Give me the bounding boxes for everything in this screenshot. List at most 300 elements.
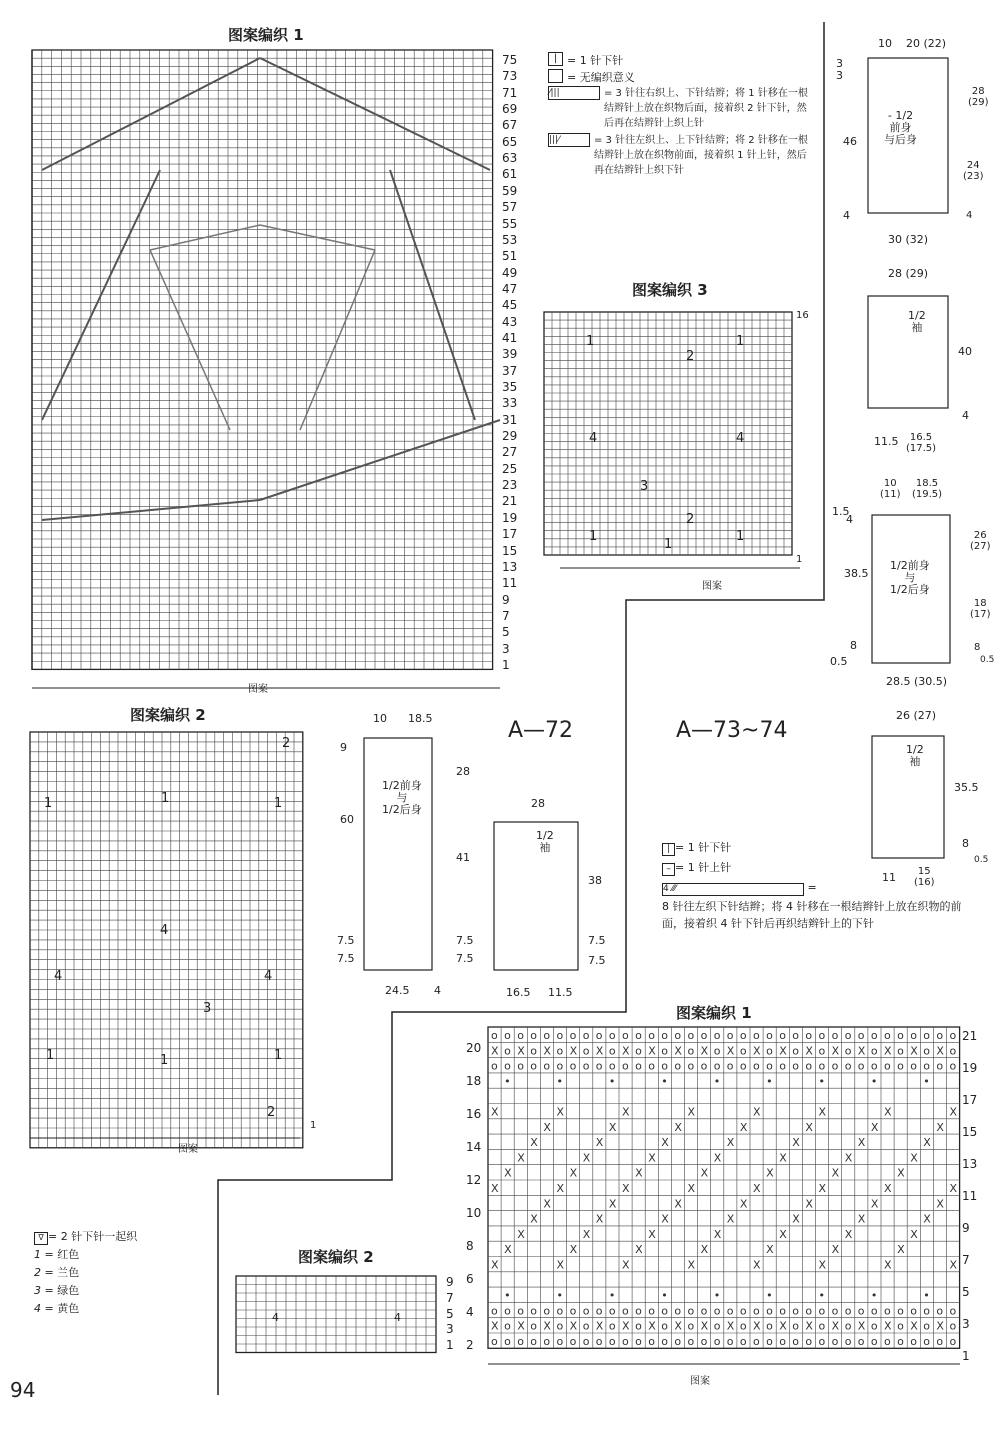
chart1b-cell-symbol: o [792, 1304, 800, 1318]
chart1b-cell-symbol: o [504, 1059, 511, 1073]
chart1b-cell-symbol: X [949, 1105, 958, 1119]
left-cable-icon: |||⁄ [548, 133, 590, 147]
a73-dim: 28 (29) [968, 86, 989, 108]
chart1b-cell-symbol: X [857, 1044, 866, 1058]
chart1b-row-label: 16 [466, 1107, 482, 1121]
chart1b-cell-symbol: o [870, 1029, 878, 1042]
chart1b-cell-symbol: X [936, 1120, 944, 1134]
chart1b-cell-symbol: X [556, 1258, 565, 1272]
chart1b-cell-symbol: o [910, 1029, 917, 1042]
a72-dim: 28 [531, 797, 545, 810]
chart1b-cell-symbol: o [766, 1319, 773, 1333]
chart1b-cell-symbol: o [648, 1029, 655, 1042]
chart1b-row-label: 7 [962, 1253, 970, 1267]
chart1b-cell-symbol: o [543, 1029, 551, 1042]
chart1b-cell-symbol: o [582, 1304, 590, 1318]
a72-dim: 60 [340, 813, 354, 826]
chart2-symbol-label: 1 [274, 1048, 283, 1063]
chart1b-cell-symbol: X [582, 1151, 591, 1165]
chart1b-cell-symbol: X [661, 1136, 669, 1150]
chart1b-cell-symbol: o [608, 1304, 616, 1318]
chart1b-cell-symbol: o [753, 1304, 760, 1318]
chart1b-row-label: 12 [466, 1173, 482, 1187]
chart1b-cell-symbol: X [674, 1120, 682, 1134]
chart1b-cell-symbol: o [870, 1304, 878, 1318]
chart1b-cell-symbol: X [779, 1151, 787, 1165]
chart1b-cell-symbol: o [897, 1029, 904, 1042]
chart1b-cell-symbol: X [491, 1319, 499, 1333]
chart1b-cell-symbol: o [530, 1059, 538, 1073]
a72-dim: 38 [588, 874, 602, 887]
a72-dim: 10 [373, 712, 387, 725]
chart1-row-label: 57 [502, 200, 518, 215]
a73-dim: 11.5 [874, 435, 899, 448]
chart1b-cell-symbol: X [569, 1044, 578, 1058]
chart1b-cell-symbol: o [622, 1059, 629, 1073]
chart1-row-label: 49 [502, 265, 518, 280]
chart2b-row-label: 5 [446, 1306, 454, 1321]
chart1b-cell-symbol: o [687, 1319, 695, 1333]
chart1b-cell-symbol: o [504, 1304, 511, 1318]
chart1b-cell-symbol: o [818, 1029, 826, 1042]
a73-body1-label: - 1/2 前身 与后身 [884, 109, 917, 147]
a72-dim: 16.5 [506, 986, 531, 999]
chart1b-cell-symbol: o [582, 1335, 590, 1348]
chart1b-cell-symbol: X [831, 1166, 840, 1180]
chart1b-cell-symbol: o [648, 1304, 655, 1318]
chart3-symbol-label: 1 [736, 529, 745, 544]
chart1b-cell-symbol: X [648, 1044, 656, 1058]
chart1b-cell-symbol: X [857, 1136, 866, 1150]
legend2-item: = 黄色 [44, 1302, 80, 1315]
chart1b-cell-symbol: X [687, 1105, 696, 1119]
a72-sleeve-label: 1/2 袖 [536, 829, 554, 855]
chart1b-cell-symbol: X [805, 1044, 813, 1058]
chart1b-cell-symbol: o [792, 1319, 800, 1333]
chart1b-cell-symbol: X [700, 1166, 709, 1180]
a73-dim: 30 (32) [888, 233, 929, 246]
chart1b-cell-symbol: o [739, 1335, 747, 1348]
chart1-row-label: 33 [502, 396, 518, 411]
chart1b-cell-symbol: X [949, 1182, 958, 1195]
chart1b-cell-symbol: o [608, 1335, 616, 1348]
chart2-symbol-label: 2 [282, 736, 291, 751]
chart1b-cell-symbol: o [753, 1059, 760, 1073]
chart1b-cell-symbol: • [556, 1074, 563, 1088]
knit-stitch-icon: | [548, 52, 563, 66]
legend1-item: = 3 针往左织上、上下针结辫；将 2 针移在一根结辫针上放在织物前面，接着织 1 针上针，然后再在结辫针上织下针 [594, 135, 808, 176]
chart1b-cell-symbol: o [674, 1059, 682, 1073]
chart1b-cell-symbol: o [831, 1335, 839, 1348]
a72-dim: 7.5 [456, 952, 474, 965]
chart2-symbol-label: 1 [274, 796, 283, 811]
chart1b-cell-symbol: o [700, 1029, 708, 1042]
chart1b-cell-symbol: o [897, 1335, 904, 1348]
chart1b-cell-symbol: X [635, 1243, 643, 1257]
chart1b-cell-symbol: X [491, 1182, 499, 1195]
a72-code: A—72 [508, 718, 574, 743]
chart1b-cell-symbol: o [595, 1335, 603, 1348]
chart1b-cell-symbol: o [870, 1319, 878, 1333]
legend2-item: = 兰色 [44, 1266, 80, 1279]
chart1b-cell-symbol: X [739, 1120, 748, 1134]
knit-stitch-icon: | [662, 843, 675, 856]
chart1b-cell-symbol: X [753, 1182, 761, 1195]
chart1b-cell-symbol: X [517, 1044, 525, 1058]
chart1b-cell-symbol: o [949, 1029, 957, 1042]
chart3-symbol-label: 4 [589, 431, 598, 446]
chart1b-cell-symbol: o [726, 1304, 734, 1318]
chart1b-cell-symbol: X [595, 1212, 604, 1226]
chart1b-cell-symbol: X [595, 1136, 604, 1150]
chart1b-row-label: 2 [466, 1338, 474, 1352]
chart1b-cell-symbol: o [674, 1029, 682, 1042]
a73-sleeve1-label: 1/2 袖 [908, 309, 926, 335]
chart1b-cell-symbol: o [792, 1029, 800, 1042]
chart1-row-label: 9 [502, 592, 510, 607]
chart2-symbol-label: 2 [267, 1105, 276, 1120]
chart1b-cell-symbol: X [687, 1182, 696, 1195]
chart1b-cell-symbol: o [805, 1059, 813, 1073]
chart1b-cell-symbol: o [504, 1319, 511, 1333]
legend3-cable-desc: 8 针往左织下针结辫；将 4 针移在一根结辫针上放在织物的前面，接着织 4 针下针后再织结辫针上的下针 [662, 900, 962, 930]
chart1b-cell-symbol: o [530, 1029, 538, 1042]
a72-dim: 7.5 [337, 952, 355, 965]
chart1b-cell-symbol: o [504, 1335, 511, 1348]
chart1-row-label: 53 [502, 232, 518, 247]
chart1b-cell-symbol: X [936, 1319, 944, 1333]
chart1b-cell-symbol: o [726, 1059, 734, 1073]
a73-dim: 26 (27) [896, 709, 937, 722]
a73-dim: 18 (17) [970, 598, 991, 620]
chart1b-cell-symbol: o [766, 1029, 773, 1042]
chart2b-row-label: 1 [446, 1338, 454, 1353]
chart1b-cell-symbol: o [884, 1029, 891, 1042]
chart1b-cell-symbol: o [910, 1335, 917, 1348]
a73-dim: 4 [962, 409, 969, 422]
chart1b-cell-symbol: X [530, 1212, 538, 1226]
chart1b-cell-symbol: o [700, 1059, 708, 1073]
chart1-row-label: 51 [502, 249, 518, 264]
chart1b-cell-symbol: X [805, 1120, 813, 1134]
chart1-row-label: 75 [502, 53, 518, 67]
chart1b-cell-symbol: o [491, 1029, 498, 1042]
chart2b-title: 图案编织 2 [298, 1248, 374, 1266]
chart1b-cell-symbol: o [923, 1319, 931, 1333]
chart1-row-label: 11 [502, 576, 518, 591]
a72-dim: 41 [456, 851, 470, 864]
chart1b-cell-symbol: o [870, 1044, 878, 1058]
chart1b-cell-symbol: • [713, 1074, 721, 1088]
chart1b-cell-symbol: o [857, 1335, 865, 1348]
chart1b-cell-symbol: o [635, 1304, 642, 1318]
chart1b-cell-symbol: X [491, 1105, 499, 1119]
chart1b-cell-symbol: X [504, 1243, 512, 1257]
chart1b-cell-symbol: o [608, 1319, 616, 1333]
chart1b-cell-symbol: o [713, 1059, 721, 1073]
chart1b-cell-symbol: o [792, 1335, 800, 1348]
chart1b-cell-symbol: o [779, 1059, 786, 1073]
chart1b-cell-symbol: o [726, 1335, 734, 1348]
chart1b-cell-symbol: X [556, 1105, 565, 1119]
chart1b-row-label: 3 [962, 1317, 970, 1331]
chart1b-cell-symbol: o [897, 1059, 904, 1073]
chart1b-cell-symbol: X [504, 1166, 512, 1180]
chart1b-cell-symbol: o [831, 1304, 839, 1318]
chart1b-cell-symbol: o [674, 1335, 682, 1348]
a72-dim: 7.5 [588, 934, 606, 947]
chart1b-cell-symbol: X [753, 1044, 761, 1058]
chart1b-cell-symbol: o [622, 1304, 629, 1318]
chart1b-cell-symbol: • [923, 1074, 930, 1088]
a73-dim: 8 [974, 642, 981, 653]
chart1b-cell-symbol: X [569, 1319, 578, 1333]
chart1b-cell-symbol: X [661, 1212, 669, 1226]
chart1b-cell-symbol: X [897, 1243, 905, 1257]
chart1b-cell-symbol: • [713, 1289, 721, 1303]
chart1b-cell-symbol: o [726, 1029, 734, 1042]
chart1b-cell-symbol: o [661, 1059, 669, 1073]
chart1-row-label: 71 [502, 85, 518, 100]
chart1b-cell-symbol: X [543, 1044, 551, 1058]
a72-dim: 9 [340, 741, 347, 754]
chart1b-cell-symbol: X [491, 1044, 499, 1058]
chart1b-cell-symbol: o [844, 1059, 852, 1073]
chart1b-cell-symbol: • [766, 1074, 773, 1088]
chart1-row-label: 55 [502, 216, 518, 231]
a72-dim: 24.5 [385, 984, 410, 997]
chart1-row-label: 39 [502, 347, 518, 362]
chart1-row-label: 35 [502, 380, 518, 394]
chart1b-cell-symbol: X [857, 1319, 866, 1333]
a73-dim: 1.5 [832, 505, 850, 518]
a72-dim: 7.5 [588, 954, 606, 967]
chart1b-cell-symbol: o [556, 1319, 564, 1333]
chart1b-cell-symbol: X [818, 1105, 827, 1119]
chart1b-cell-symbol: o [608, 1059, 616, 1073]
a73-dim: 4 [843, 209, 850, 222]
chart2-symbol-label: 1 [161, 791, 170, 806]
chart1b-cell-symbol: o [595, 1304, 603, 1318]
legend2-key: 2 [34, 1266, 41, 1279]
chart1b-cell-symbol: o [543, 1059, 551, 1073]
legend3-item: = 1 针下针 [675, 841, 732, 854]
chart1b-cell-symbol: o [556, 1335, 564, 1348]
chart2b-row-label: 9 [446, 1275, 454, 1289]
a73-dim: 4 [846, 513, 853, 526]
legend2-item: = 绿色 [44, 1284, 80, 1297]
chart1b-cell-symbol: o [739, 1059, 747, 1073]
a73-dim: 18.5 (19.5) [912, 478, 943, 500]
chart1b-cell-symbol: X [700, 1319, 709, 1333]
chart1b-cell-symbol: X [726, 1136, 735, 1150]
chart1-row-label: 15 [502, 543, 518, 558]
chart1b-cell-symbol: o [635, 1029, 642, 1042]
chart1b-cell-symbol: o [530, 1335, 538, 1348]
chart1-row-label: 67 [502, 118, 518, 133]
chart1b-cell-symbol: X [530, 1136, 538, 1150]
legend1-item: = 1 针下针 [567, 54, 624, 67]
page-number: 94 [10, 1378, 36, 1402]
a73-dim: 0.5 [830, 655, 848, 668]
chart1b-cell-symbol: X [792, 1212, 800, 1226]
chart1b-cell-symbol: o [582, 1044, 590, 1058]
chart1-row-label: 1 [502, 657, 510, 672]
chart1b-cell-symbol: X [884, 1105, 892, 1119]
chart1b-cell-symbol: • [870, 1289, 878, 1303]
chart1b-cell-symbol: o [556, 1059, 564, 1073]
chart1b-cell-symbol: X [517, 1227, 525, 1241]
chart1b-cell-symbol: o [739, 1304, 747, 1318]
chart1b-cell-symbol: X [648, 1227, 656, 1241]
a73-dim: 20 (22) [906, 37, 947, 50]
chart2-symbol-label: 1 [46, 1048, 55, 1063]
chart1b-cell-symbol: • [923, 1289, 930, 1303]
chart1b-cell-symbol: o [661, 1029, 669, 1042]
chart1b-cell-symbol: o [831, 1029, 839, 1042]
chart1b-cell-symbol: o [530, 1304, 538, 1318]
chart1b-cell-symbol: o [949, 1059, 957, 1073]
chart1b-cell-symbol: X [622, 1105, 630, 1119]
chart1b-cell-symbol: X [753, 1319, 761, 1333]
chart1b-cell-symbol: o [766, 1304, 773, 1318]
chart1b-cell-symbol: o [949, 1044, 957, 1058]
legend1-item: = 无编织意义 [567, 71, 635, 84]
chart1b-cell-symbol: o [569, 1304, 577, 1318]
chart1b-cell-symbol: o [687, 1059, 695, 1073]
chart3-symbol-label: 1 [586, 334, 595, 349]
chart1b-cell-symbol: o [687, 1335, 695, 1348]
a73-dim: 15 (16) [914, 866, 935, 888]
chart1b-cell-symbol: X [884, 1182, 892, 1195]
chart1b-cell-symbol: o [635, 1044, 642, 1058]
chart1b-row-label: 15 [962, 1125, 978, 1139]
chart1b-cell-symbol: o [517, 1029, 524, 1042]
chart1b-row-label: 19 [962, 1061, 978, 1075]
chart1b-cell-symbol: o [569, 1335, 577, 1348]
chart1b-cell-symbol: • [661, 1289, 668, 1303]
chart1b-cell-symbol: o [792, 1059, 800, 1073]
chart1-row-label: 23 [502, 478, 518, 493]
chart1b-caption: 图案 [690, 1376, 710, 1387]
chart1b-cell-symbol: o [857, 1304, 865, 1318]
chart1-row-label: 27 [502, 445, 518, 460]
chart1b-cell-symbol: o [818, 1304, 826, 1318]
chart1b-cell-symbol: o [805, 1029, 813, 1042]
chart1b-title: 图案编织 1 [676, 1004, 752, 1022]
a73-dim: 3 [836, 69, 843, 82]
chart1b-cell-symbol: • [870, 1074, 878, 1088]
a73-dim: 35.5 [954, 781, 979, 794]
chart1b-cell-symbol: o [923, 1029, 931, 1042]
chart1b-cell-symbol: X [897, 1166, 905, 1180]
chart1b-cell-symbol: X [674, 1319, 682, 1333]
chart1b-cell-symbol: o [949, 1304, 957, 1318]
chart1-row-label: 5 [502, 625, 510, 640]
a73-dim: 46 [843, 135, 857, 148]
chart1b-cell-symbol: X [910, 1319, 918, 1333]
chart3-symbol-label: 2 [686, 349, 695, 364]
chart1b-cell-symbol: X [884, 1319, 892, 1333]
a73-sleeve2-label: 1/2 袖 [906, 743, 924, 769]
chart1-row-label: 17 [502, 527, 518, 542]
a73-dim: 38.5 [844, 567, 869, 580]
chart1b-cell-symbol: o [504, 1029, 511, 1042]
chart1b-cell-symbol: o [884, 1335, 891, 1348]
chart1b-cell-symbol: X [844, 1151, 853, 1165]
chart1b-cell-symbol: o [530, 1044, 538, 1058]
chart1b-cell-symbol: • [818, 1289, 825, 1303]
chart1b-cell-symbol: o [608, 1044, 616, 1058]
chart1b-row-label: 11 [962, 1189, 978, 1203]
chart1b-cell-symbol: o [844, 1319, 852, 1333]
chart3-top-row: 16 [796, 310, 809, 321]
chart1b-cell-symbol: o [936, 1059, 944, 1073]
chart1-row-label: 59 [502, 183, 518, 198]
cable-key: 4 [663, 884, 669, 894]
chart1b-cell-symbol: • [818, 1074, 825, 1088]
a73-dim: 11 [882, 871, 896, 884]
chart1b-cell-symbol: • [608, 1074, 616, 1088]
chart1b-cell-symbol: X [766, 1166, 774, 1180]
chart1b-cell-symbol: o [792, 1044, 800, 1058]
chart1b-cell-symbol: o [556, 1044, 564, 1058]
chart1-row-label: 29 [502, 429, 518, 444]
chart1b-row-label: 1 [962, 1349, 970, 1363]
chart1b-cell-symbol: o [739, 1029, 747, 1042]
chart1b-cell-symbol: X [870, 1120, 879, 1134]
chart1b-cell-symbol: o [622, 1335, 629, 1348]
chart1b-cell-symbol: o [635, 1335, 642, 1348]
chart1b-cell-symbol: X [792, 1136, 800, 1150]
chart1b-cell-symbol: o [779, 1029, 786, 1042]
chart1b-cell-symbol: o [491, 1059, 498, 1073]
chart1b-cell-symbol: o [595, 1029, 603, 1042]
chart1b-cell-symbol: X [713, 1151, 722, 1165]
chart1-row-label: 45 [502, 298, 518, 313]
chart1b-cell-symbol: o [739, 1319, 747, 1333]
a73-dim: 10 [878, 37, 892, 50]
chart2-title: 图案编织 2 [130, 706, 206, 724]
chart1b-cell-symbol: o [884, 1304, 891, 1318]
chart1b-cell-symbol: o [648, 1335, 655, 1348]
chart1b-cell-symbol: o [818, 1319, 826, 1333]
chart1b-cell-symbol: o [923, 1304, 931, 1318]
chart1b-row-label: 4 [466, 1305, 474, 1319]
chart1b-cell-symbol: o [857, 1029, 865, 1042]
chart1b-cell-symbol: o [897, 1319, 904, 1333]
chart1b-cell-symbol: o [713, 1304, 721, 1318]
a72-dim: 11.5 [548, 986, 573, 999]
chart1b-cell-symbol: X [779, 1044, 787, 1058]
chart1b-cell-symbol: o [936, 1335, 944, 1348]
chart1-row-label: 63 [502, 151, 518, 166]
chart1b-cell-symbol: X [779, 1319, 787, 1333]
chart1b-cell-symbol: o [897, 1304, 904, 1318]
chart1b-cell-symbol: o [661, 1044, 669, 1058]
chart1b-cell-symbol: X [726, 1319, 735, 1333]
chart2-symbol-label: 4 [264, 969, 273, 984]
chart1b-cell-symbol: X [805, 1197, 813, 1211]
chart1-row-label: 43 [502, 314, 518, 329]
chart1b-row-label: 21 [962, 1029, 978, 1043]
chart1-row-label: 47 [502, 281, 518, 296]
chart1b-cell-symbol: o [884, 1059, 891, 1073]
legend2-key: 4 [34, 1302, 41, 1315]
chart1b-row-label: 18 [466, 1074, 482, 1088]
chart1b-cell-symbol: X [687, 1258, 696, 1272]
chart1b-cell-symbol: o [661, 1319, 669, 1333]
